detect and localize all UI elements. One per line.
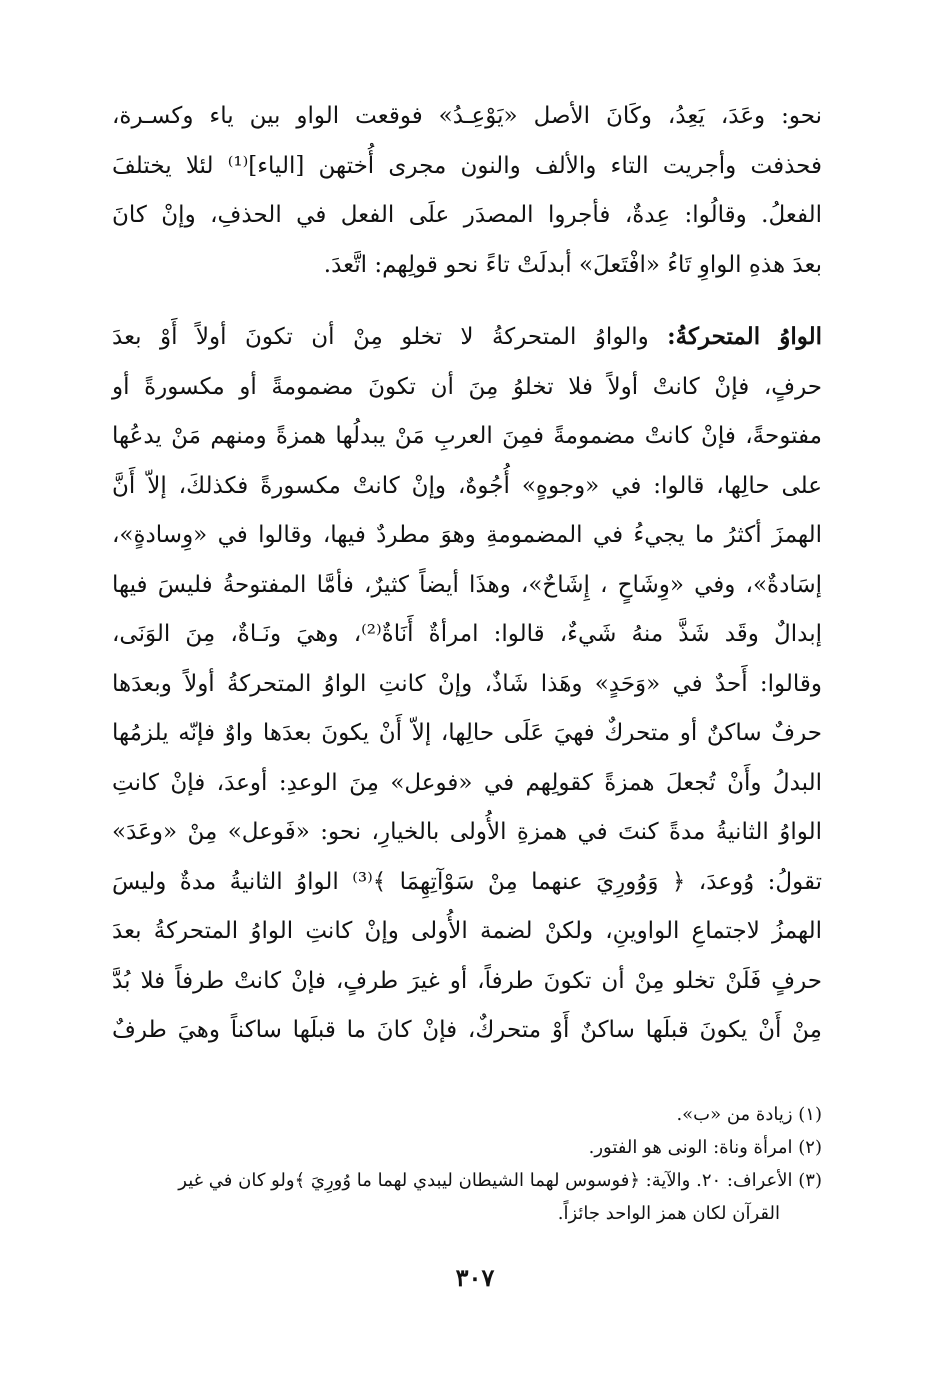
footnote-2: (٢) امرأة وناة: الونى هو الفتور. — [588, 1137, 822, 1158]
text-line: نحو: وعَدَ، يَعِدُ، وكَانَ الأصل «يَوْعِـدُ» فوقعت الواو بين ياء وكسـرة، — [112, 103, 822, 129]
text-line: حرفٌ ساكنٌ أو متحركٌ فهيَ عَلَى حالِها، إلاّ أَنْ يكونَ بعدَها واوٌ فإنّه يلزمُها — [112, 720, 822, 746]
paragraph-1 — [112, 92, 822, 290]
text-line — [112, 312, 822, 363]
text-line: على حالِها، قالوا: في «وجوهٍ» أُجُوهٌ، وإنْ كانتْ مكسورةً فكذلكَ، إلاّ أَنَّ — [112, 472, 822, 499]
text-line: بعدَ هذهِ الواوِ تَاءُ «افْتَعلَ» أبدلَتْ تاءً نحو قولِهم: اتَّعدَ. — [323, 251, 822, 278]
paragraph-2 — [112, 312, 822, 1056]
footnote-1: (١) زيادة من «ب». — [676, 1104, 822, 1125]
text-line: الفعلُ. وقالُوا: عِدةٌ، فأجروا المصدَر علَى الفعل في الحذفِ، وإنْ كانَ — [112, 202, 822, 228]
page-number: ٣٠٧ — [455, 1263, 495, 1292]
text-line: تقولُ: وُوعدَ، ﴿ وَوُورِيَ عنهما مِنْ سَوْآتِهِمَا ﴾⁽³⁾ الواوُ الثانيةُ مدةٌ وليسَ — [112, 868, 822, 895]
section-heading: الواوُ المتحركةُ: — [667, 323, 822, 350]
text-line: البدلُ وأَنْ تُجعلَ همزةً كقولِهم في «فوعل» مِنَ الوعدِ: أوعدَ، فإنْ كانتِ — [112, 769, 822, 796]
text-line: الهمزُ لاجتماعِ الواوينِ، ولكنْ لضمة الأُولى وإنْ كانتِ الواوُ المتحركةُ بعدَ — [112, 918, 822, 944]
text-line: إسَادةٌ»، وفي «وِشَاحٍ ، إِشَاحٌ»، وهذَا أيضاً كثيرٌ، فأمَّا المفتوحةُ فليسَ فيها — [112, 571, 822, 598]
footnote-3: (٣) الأعراف: ٢٠. والآية: ﴿فوسوس لهما الشيطان ليبدي لهما ما وُورِيَ ﴾ولو كان في غير — [178, 1170, 822, 1191]
text-line: حرفٍ فَلَنْ تخلو مِنْ أن تكونَ طرفاً، أو غيرَ طرفٍ، فإنْ كانتْ طرفاً فلا بُدَّ — [112, 967, 822, 994]
text-line: حرفٍ، فإنْ كانتْ أولاً فلا تخلوُ مِنَ أن تكونَ مضمومةً أو مكسورةً أو — [112, 373, 822, 400]
text-line: وقالوا: أَحدٌ في «وَحَدٍ» وهَذا شَاذٌ، وإنْ كانتِ الواوُ المتحركةُ أولاً وبعدَها — [112, 670, 822, 697]
main-text — [112, 92, 822, 1056]
paragraph-gap — [112, 290, 822, 312]
text-line: الواوُ الثانيةُ مدةً كنتَ في همزةِ الأُولى بالخيارِ، نحو: «فَوعل» مِنْ «وعَدَ» — [112, 819, 822, 845]
text-line: إبدالٌ وقَد شَذَّ منهُ شَيءٌ، قالوا: امرأةٌ أَنَاةٌ⁽²⁾، وهيَ ونَـاةٌ، مِنَ الوَنَى، — [112, 621, 822, 647]
heading-line-text: والواوُ المتحركةُ لا تخلو مِنْ أن تكونَ أولاً أَوْ بعدَ — [112, 324, 668, 350]
text-line: فحذفت وأجريت التاء والألف والنون مجرى أُختهن [الياء]⁽¹⁾ لئلا يختلفَ — [112, 152, 822, 179]
text-line: الهمزَ أكثرُ ما يجيءُ في المضمومةِ وهوَ مطردٌ فيها، وقالوا في «وِسادةٍ»، — [112, 522, 822, 548]
footnotes — [112, 1098, 822, 1230]
text-line: مِنْ أَنْ يكونَ قبلَها ساكنٌ أَوْ متحركٌ، فإنْ كانَ ما قبلَها ساكناً وهيَ طرفٌ — [112, 1017, 822, 1043]
footnote-3-continuation: القرآن لكان همز الواحد جائزاً. — [557, 1203, 780, 1224]
text-line: مفتوحةً، فإنْ كانتْ مضمومةً فمِنَ العربِ مَنْ يبدلُها همزةً ومنهم مَنْ يدعُها — [112, 423, 822, 449]
